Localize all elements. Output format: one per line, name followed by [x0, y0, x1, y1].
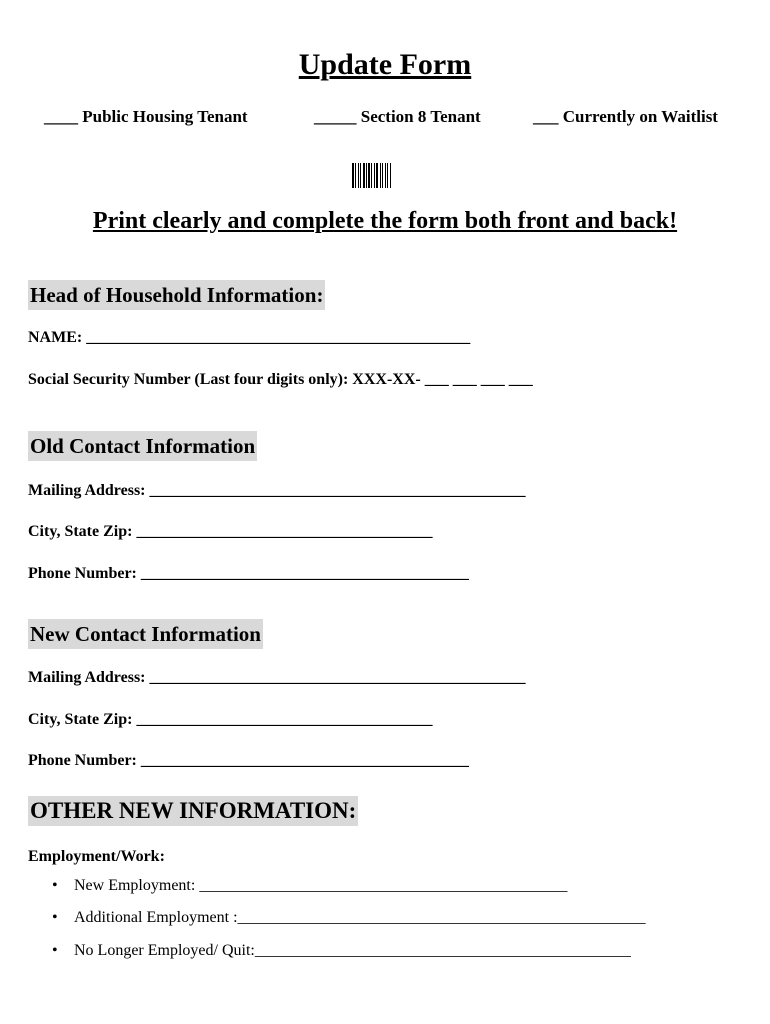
- barcode-bar: [368, 163, 370, 188]
- currently-on-waitlist-option[interactable]: ___ Currently on Waitlist: [533, 107, 718, 126]
- new-mailing-address-field[interactable]: Mailing Address: _______________________________________________: [28, 669, 526, 686]
- barcode-bar: [366, 163, 367, 188]
- page-title: Update Form: [298, 48, 472, 81]
- barcode-bar: [374, 163, 375, 188]
- barcode-bar: [376, 163, 378, 188]
- barcode-bar: [352, 163, 354, 188]
- employment-work-label: Employment/Work:: [28, 848, 165, 865]
- barcode: [352, 163, 416, 188]
- no-longer-employed-field[interactable]: [52, 942, 631, 960]
- bullet-icon: •: [52, 877, 58, 894]
- barcode-bar: [355, 163, 356, 188]
- bullet-icon: •: [52, 942, 58, 959]
- old-phone-number-field[interactable]: Phone Number: _________________________________________: [28, 565, 469, 582]
- barcode-bar: [380, 163, 381, 188]
- additional-employment-field[interactable]: [52, 909, 646, 927]
- barcode-bar: [363, 163, 365, 188]
- bullet-icon: •: [52, 909, 58, 926]
- ssn-field[interactable]: Social Security Number (Last four digits only): XXX-XX- ___ ___ ___ ___: [28, 371, 533, 388]
- head-of-household-heading: Head of Household Information:: [28, 280, 325, 310]
- other-new-information-heading: OTHER NEW INFORMATION:: [28, 796, 358, 826]
- barcode-bar: [385, 163, 386, 188]
- new-city-state-zip-field[interactable]: City, State Zip: _____________________________________: [28, 711, 433, 728]
- public-housing-tenant-option[interactable]: ____ Public Housing Tenant: [44, 107, 248, 126]
- barcode-bar: [382, 163, 383, 188]
- new-employment-field[interactable]: [52, 877, 567, 895]
- barcode-bar: [358, 163, 359, 188]
- barcode-bar: [371, 163, 372, 188]
- barcode-bar: [390, 163, 391, 188]
- new-contact-heading: New Contact Information: [28, 619, 263, 649]
- section-8-tenant-option[interactable]: _____ Section 8 Tenant: [314, 107, 481, 126]
- old-contact-heading: Old Contact Information: [28, 431, 257, 461]
- old-city-state-zip-field[interactable]: City, State Zip: _____________________________________: [28, 523, 433, 540]
- no-longer-employed-label: No Longer Employed/ Quit:_______________________________________________: [74, 942, 631, 959]
- old-mailing-address-field[interactable]: Mailing Address: _______________________________________________: [28, 482, 526, 499]
- barcode-bar: [387, 163, 388, 188]
- new-employment-label: New Employment: ______________________________________________: [74, 877, 568, 894]
- instructions: Print clearly and complete the form both front and back!: [92, 208, 678, 234]
- additional-employment-label: Additional Employment :___________________________________________________: [74, 909, 646, 926]
- name-field[interactable]: NAME: ________________________________________________: [28, 329, 471, 346]
- new-phone-number-field[interactable]: Phone Number: _________________________________________: [28, 752, 469, 769]
- barcode-bar: [360, 163, 361, 188]
